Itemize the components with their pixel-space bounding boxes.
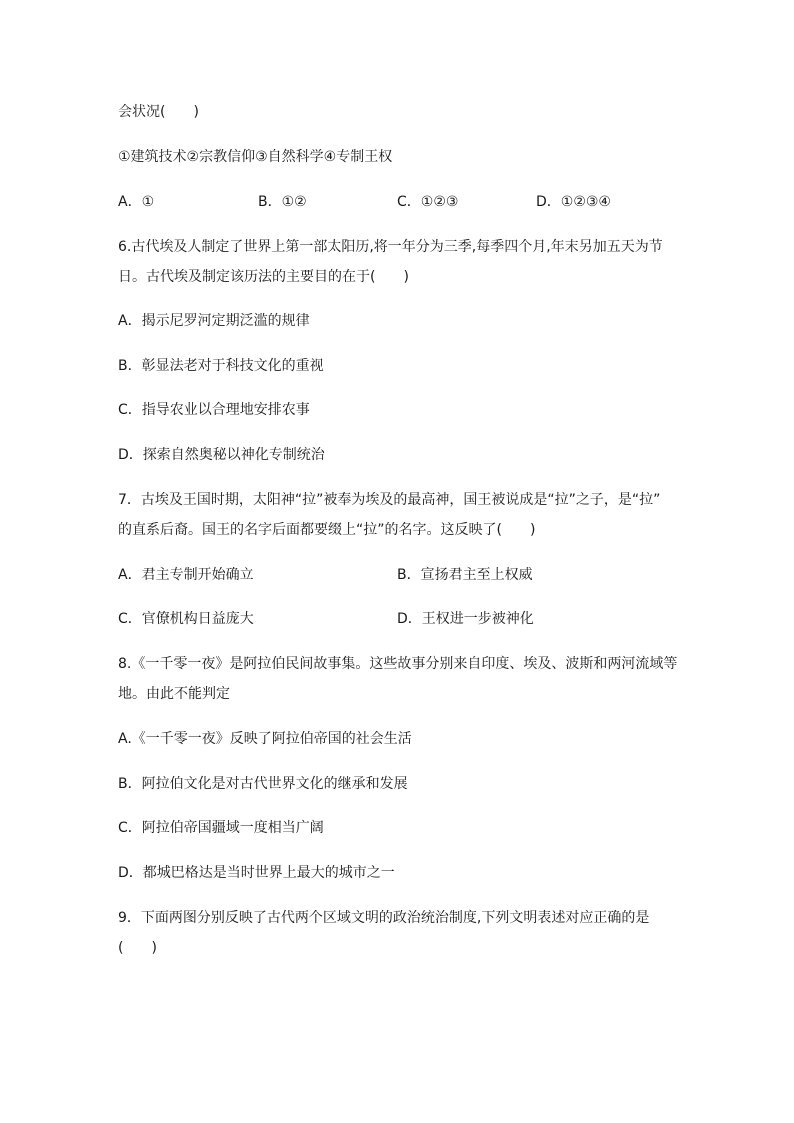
q6-option-c: C．指导农业以合理地安排农事 <box>118 402 310 418</box>
q5-option-a: A．① <box>118 194 155 210</box>
q5-option-d: D．①②③④ <box>536 194 611 210</box>
q5-option-c: C．①②③ <box>397 194 459 210</box>
q8-stem-line2: 地。由此不能判定 <box>118 686 230 702</box>
q8-option-b: B．阿拉伯文化是对古代世界文化的继承和发展 <box>118 776 408 792</box>
q8-option-c: C．阿拉伯帝国疆域一度相当广阔 <box>118 820 324 836</box>
q7-option-a: A．君主专制开始确立 <box>118 567 254 583</box>
q6-option-a: A．揭示尼罗河定期泛滥的规律 <box>118 313 310 329</box>
q9-stem-line1: 9．下面两图分别反映了古代两个区域文明的政治统治制度,下列文明表述对应正确的是 <box>118 910 650 926</box>
q6-option-b: B．彰显法老对于科技文化的重视 <box>118 358 324 374</box>
q5-continuation: 会状况( ) <box>118 104 199 120</box>
q8-stem-line1: 8.《一千零一夜》是阿拉伯民间故事集。这些故事分别来自印度、埃及、波斯和两河流域等 <box>118 656 678 672</box>
q9-stem-line2: ( ) <box>118 940 157 956</box>
q7-option-d: D．王权进一步被神化 <box>397 611 534 627</box>
q8-option-d: D．都城巴格达是当时世界上最大的城市之一 <box>118 865 395 881</box>
q5-option-b: B．①② <box>258 194 307 210</box>
q7-stem-line2: 的直系后裔。国王的名字后面都要缀上“拉”的名字。这反映了( ) <box>118 522 536 538</box>
q7-stem-line1: 7．古埃及王国时期，太阳神“拉”被奉为埃及的最高神，国王被说成是“拉”之子，是“拉” <box>118 492 661 508</box>
q6-stem-line1: 6.古代埃及人制定了世界上第一部太阳历,将一年分为三季,每季四个月,年末另加五天为节 <box>118 239 663 255</box>
q7-option-c: C．官僚机构日益庞大 <box>118 611 254 627</box>
q8-option-a: A.《一千零一夜》反映了阿拉伯帝国的社会生活 <box>118 731 412 747</box>
q7-option-b: B．宣扬君主至上权威 <box>397 567 533 583</box>
q6-option-d: D．探索自然奥秘以神化专制统治 <box>118 447 325 463</box>
q6-stem-line2: 日。古代埃及制定该历法的主要目的在于( ) <box>118 269 409 285</box>
q5-items: ①建筑技术②宗教信仰③自然科学④专制王权 <box>118 149 393 165</box>
